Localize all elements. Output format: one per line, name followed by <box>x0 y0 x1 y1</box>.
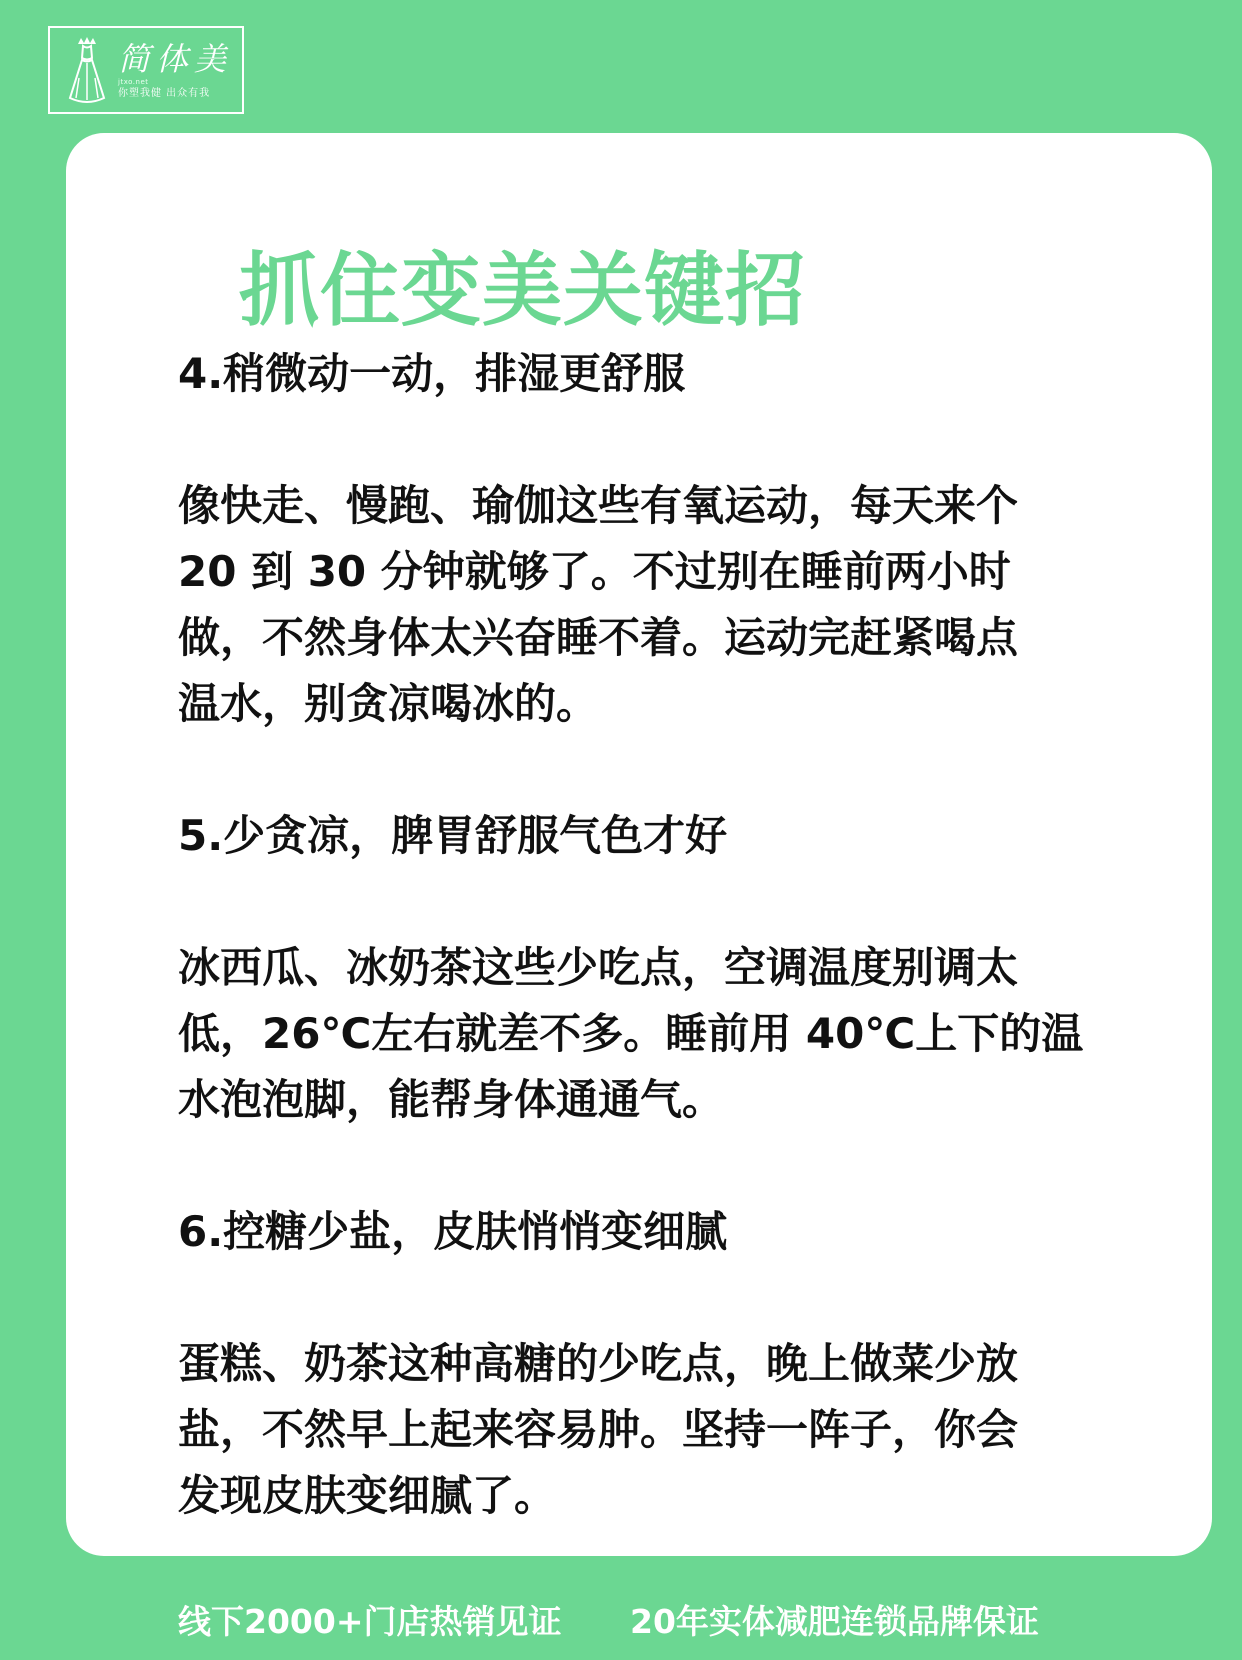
logo-slogan: 你塑我健 出众有我 <box>118 88 211 99</box>
footer-store-claim: 线下2000+门店热销见证 <box>178 1602 562 1641</box>
body-line: 盐，不然早上起来容易肿。坚持一阵子，你会 <box>178 1405 1019 1454</box>
section-body-4 <box>178 473 1178 737</box>
spacer <box>178 869 1178 935</box>
spacer <box>178 1133 1178 1199</box>
body-line: 温水，别贪凉喝冰的。 <box>178 679 599 728</box>
section-heading-6: 6.控糖少盐，皮肤悄悄变细腻 <box>178 1207 728 1256</box>
body-line: 做，不然身体太兴奋睡不着。运动完赶紧喝点 <box>178 613 1019 662</box>
dress-icon <box>64 36 110 106</box>
section-body-5 <box>178 935 1178 1133</box>
footer-banner <box>0 1592 1242 1652</box>
body-line: 低，26℃左右就差不多。睡前用 40℃上下的温 <box>178 1009 1084 1058</box>
logo-name: 简体美 <box>118 40 233 78</box>
footer-brand-claim: 20年实体减肥连锁品牌保证 <box>630 1602 1039 1641</box>
spacer <box>178 737 1178 803</box>
logo-url: jtxo.net <box>118 78 149 86</box>
article-body <box>178 341 1178 1529</box>
body-line: 20 到 30 分钟就够了。不过别在睡前两小时 <box>178 547 1011 596</box>
section-heading-5: 5.少贪凉，脾胃舒服气色才好 <box>178 811 728 860</box>
body-line: 冰西瓜、冰奶茶这些少吃点，空调温度别调太 <box>178 943 1019 992</box>
section-heading-4: 4.稍微动一动，排湿更舒服 <box>178 349 686 398</box>
body-line: 水泡泡脚，能帮身体通通气。 <box>178 1075 725 1124</box>
body-line: 蛋糕、奶茶这种高糖的少吃点，晚上做菜少放 <box>178 1339 1019 1388</box>
page-title: 抓住变美关键招 <box>239 244 806 337</box>
spacer <box>178 407 1178 473</box>
spacer <box>178 1265 1178 1331</box>
body-line: 像快走、慢跑、瑜伽这些有氧运动，每天来个 <box>178 481 1019 530</box>
body-line: 发现皮肤变细腻了。 <box>178 1471 557 1520</box>
section-body-6 <box>178 1331 1178 1529</box>
content-card <box>66 133 1212 1556</box>
brand-logo <box>48 26 244 114</box>
